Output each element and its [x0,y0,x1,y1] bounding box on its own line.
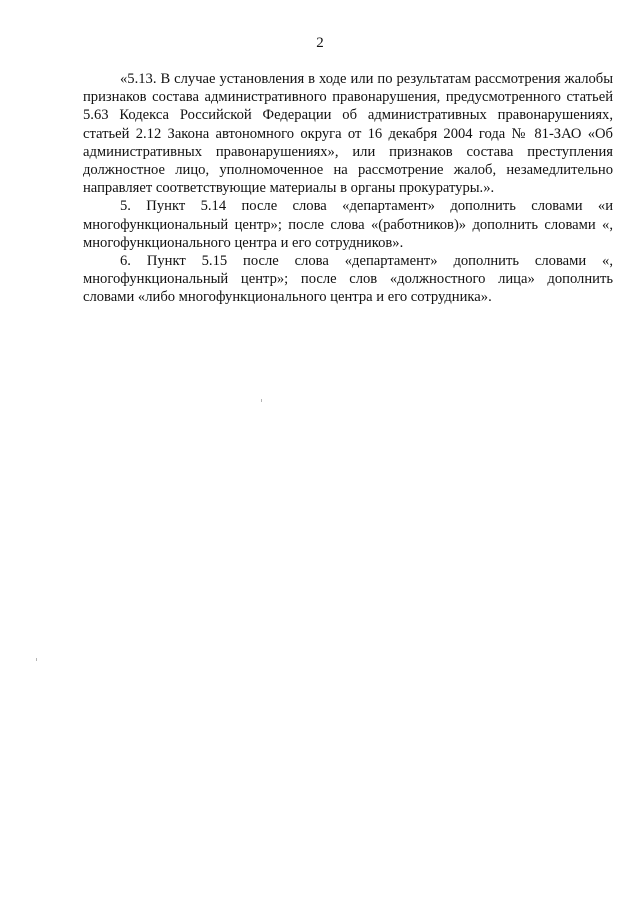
paragraph-5-13: «5.13. В случае установления в ходе или по результатам рассмотрения жалобы признаков состава административного правонарушения, предусмотренного статьей 5.63 Кодекса Российской Федерации об административных правонарушениях, статьей 2.12 Закона автономного округа от 16 декабря 2004 года № 81-ЗАО «Об административных правонарушениях», или признаков состава преступления должностное лицо, уполномоченное на рассмотрение жалоб, незамедлительно направляет соответствующие материалы в органы прокуратуры.». [83,71,613,197]
scan-artifact [36,658,37,661]
page-number: 2 [316,35,324,51]
paragraph-item-6: 6. Пункт 5.15 после слова «департамент» дополнить словами «, многофункциональный центр»; после слов «должностного лица» дополнить словами «либо многофункционального центра и его сотрудника». [83,253,613,306]
paragraph-item-5: 5. Пункт 5.14 после слова «департамент» дополнить словами «и многофункциональный центр»; после слова «(работников)» дополнить словами «, многофункционального центра и его сотрудников». [83,198,613,251]
scan-artifact [261,399,262,402]
document-body [83,70,613,307]
